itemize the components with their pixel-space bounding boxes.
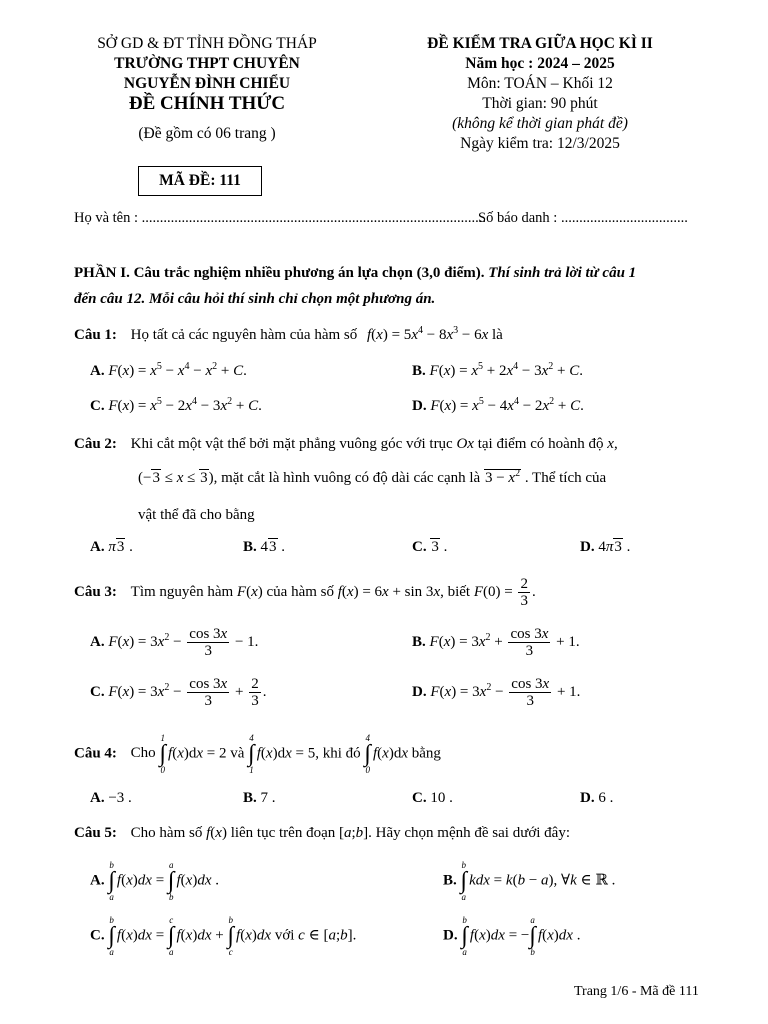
q5-option-d[interactable]: D. b ∫ a f(x)dx = − a ∫ b f(x)dx . (443, 915, 581, 957)
question-3: Câu 3: Tìm nguyên hàm F(x) của hàm số f(x) = 6x + sin 3x, biết F(0) = $\frac{2}{3}$ . (74, 576, 536, 609)
q3-option-a[interactable]: A. $F(x) = 3x^2$ − $\frac{\cos 3x}{3}$ − 1. (90, 626, 259, 659)
duration: Thời gian: 90 phút (482, 95, 598, 112)
school-year: Năm học : 2024 – 2025 (465, 55, 615, 72)
q3-option-b[interactable]: B. $F(x) = 3x^2$ + $\frac{\cos 3x}{3}$ + 1. (412, 626, 580, 659)
department-name: SỞ GD & ĐT TỈNH ĐỒNG THÁP (97, 35, 317, 52)
q3-option-d[interactable]: D. $F(x) = 3x^2$ − $\frac{\cos 3x}{3}$ + 1. (412, 676, 581, 709)
exam-code-box: MÃ ĐỀ: 111 (138, 166, 262, 196)
header-right (395, 34, 685, 154)
duration-note: (không kể thời gian phát đề) (452, 115, 628, 132)
part1-heading: PHẦN I. Câu trắc nghiệm nhiều phương án lựa chọn (3,0 điểm). Thí sinh trả lời từ câu 1 (74, 265, 637, 281)
q5-option-a[interactable]: A. b ∫ a f(x)dx = a ∫ b f(x)dx . (90, 860, 219, 902)
student-id-line: Số báo danh : ................................... (478, 210, 688, 226)
school-name-line2: NGUYỄN ĐÌNH CHIỂU (123, 75, 291, 92)
q3-option-c[interactable]: C. $F(x) = 3x^2$ − $\frac{\cos 3x}{3}$ + $\frac{2}{3}$ . (90, 676, 267, 709)
student-name-line: Họ và tên : ............................................................................................... (74, 210, 487, 226)
question-2-line2: (−3 ≤ x ≤ 3), mặt cắt là hình vuông có độ dài các cạnh là $3 - x^2$ . Thể tích của (138, 468, 607, 486)
question-1: Câu 1: Họ tất cả các nguyên hàm của hàm số $f(x) = 5x^4 - 8x^3 - 6x$ là (74, 325, 503, 343)
subject: Môn: TOÁN – Khối 12 (467, 75, 613, 92)
q4-option-d[interactable]: D. 6 . (580, 790, 614, 806)
q2-option-b[interactable]: B. 43 . (243, 539, 286, 555)
q4-option-a[interactable]: A. −3 . (90, 790, 132, 806)
school-name-line1: TRƯỜNG THPT CHUYÊN (114, 55, 300, 72)
q4-option-c[interactable]: C. 10 . (412, 790, 453, 806)
exam-title: ĐỀ KIỂM TRA GIỮA HỌC KÌ II (427, 35, 653, 52)
q5-option-c[interactable]: C. b ∫ a f(x)dx = c ∫ a f(x)dx + b ∫ c f(x)dx với c ∈ [a;b]. (90, 915, 357, 957)
q2-option-a[interactable]: A. π3 . (90, 539, 133, 555)
q1-option-c[interactable]: C. $F(x) = x^5 - 2x^4 - 3x^2 + C$. (90, 396, 262, 414)
q1-option-b[interactable]: B. $F(x) = x^5 + 2x^4 - 3x^2 + C$. (412, 361, 584, 379)
part1-heading-line2: đến câu 12. Mỗi câu hỏi thí sinh chỉ chọn một phương án. (74, 291, 436, 307)
exam-date: Ngày kiểm tra: 12/3/2025 (460, 135, 620, 152)
question-2-line3: vật thể đã cho bằng (138, 507, 255, 523)
q2-option-d[interactable]: D. 4π3 . (580, 539, 631, 555)
question-4: Câu 4: Cho 1 ∫ 0 f(x)dx = 2 và 4 ∫ 1 f(x)dx = 5, khi đó 4 ∫ 0 f(x)dx bằng (74, 733, 441, 775)
question-5: Câu 5: Cho hàm số f(x) liên tục trên đoạn [a;b]. Hãy chọn mệnh đề sai dưới đây: (74, 825, 571, 841)
page-footer: Trang 1/6 - Mã đề 111 (574, 984, 699, 999)
pages-note: (Đề gồm có 06 trang ) (138, 125, 276, 142)
q5-option-b[interactable]: B. b ∫ a kdx = k(b − a), ∀k ∈ ℝ . (443, 860, 616, 902)
q1-option-a[interactable]: A. $F(x) = x^5 - x^4 - x^2 + C$. (90, 361, 247, 379)
official-label: ĐỀ CHÍNH THỨC (128, 93, 286, 114)
question-2: Câu 2: Khi cắt một vật thể bởi mặt phẳng vuông góc với trục Ox tại điểm có hoành độ x, (74, 436, 618, 452)
header-left (62, 34, 352, 144)
q1-option-d[interactable]: D. $F(x) = x^5 - 4x^4 - 2x^2 + C$. (412, 396, 584, 414)
q2-option-c[interactable]: C. 3 . (412, 539, 448, 555)
q4-option-b[interactable]: B. 7 . (243, 790, 276, 806)
